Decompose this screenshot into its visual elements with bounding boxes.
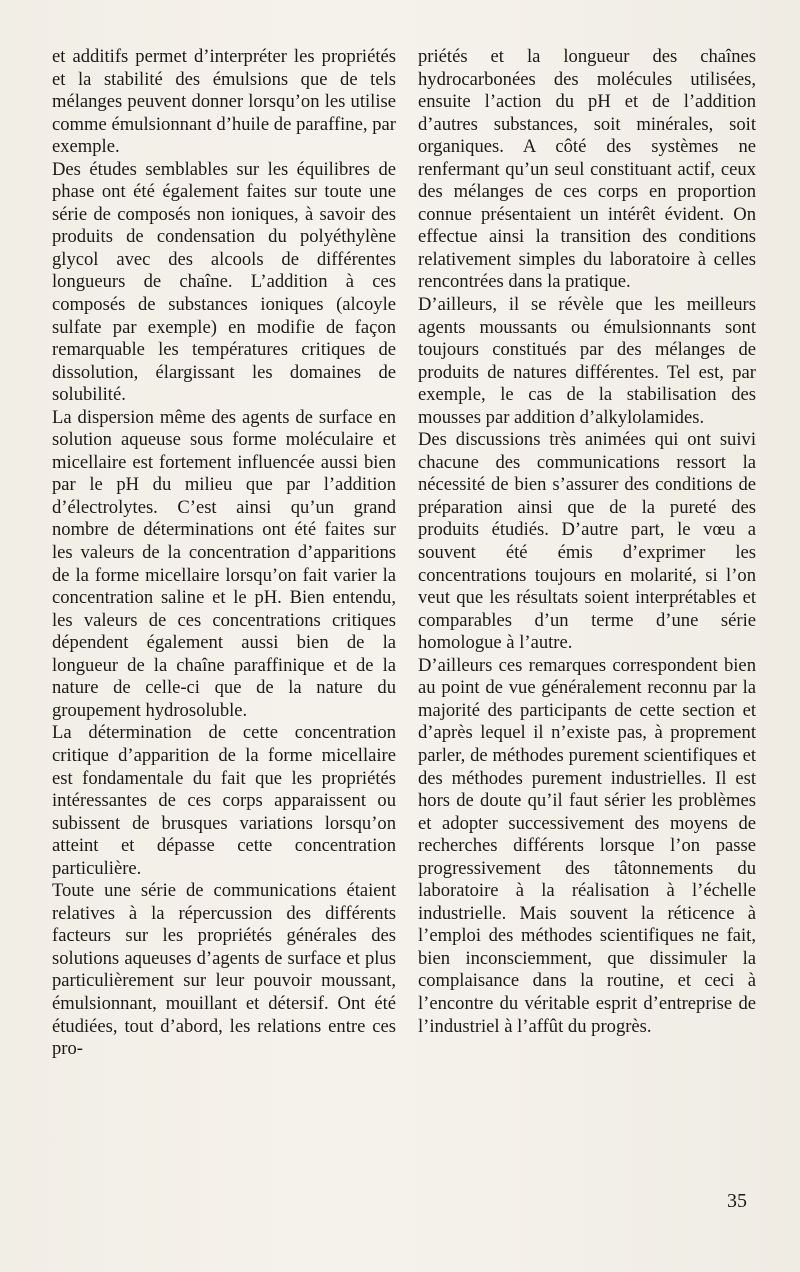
- page-number: 35: [727, 1190, 747, 1212]
- paragraph: priétés et la longueur des chaînes hydrocarbonées des molécules utilisées, ensuite l’action du pH et de l’addition d’autres substances, soit minérales, soit organiques. A côté des systèmes ne renfermant qu’un seul constituant actif, ceux des mélanges de ces corps en proportion connue présentaient un intérêt évident. On effectue ainsi la transition des conditions relativement simples du laboratoire à celles rencontrées dans la pratique.: [418, 46, 756, 293]
- paragraph: La détermination de cette concentration critique d’apparition de la forme micellaire est fondamentale du fait que les propriétés intéressantes de ces corps apparaissent ou subissent de brusques variations lorsqu’on atteint et dépasse cette concentration particulière.: [52, 722, 396, 879]
- right-text-column: [418, 46, 756, 1038]
- left-text-column: [52, 46, 396, 1061]
- paragraph: La dispersion même des agents de surface en solution aqueuse sous forme moléculaire et micellaire est fortement influencée aussi bien par le pH du milieu que par l’addition d’électrolytes. C’est ainsi qu’un grand nombre de déterminations ont été faites sur les valeurs de la concentration d’apparitions de la forme micellaire lorsqu’on fait varier la concentration saline et le pH. Bien entendu, les valeurs de ces concentrations critiques dépendent également aussi bien de la longueur de la chaîne paraffinique et de la nature de celle-ci que de la nature du groupement hydrosoluble.: [52, 406, 396, 721]
- paragraph: et additifs permet d’interpréter les propriétés et la stabilité des émulsions que de tels mélanges peuvent donner lorsqu’on les utilise comme émulsionnant d’huile de paraffine, par exemple.: [52, 46, 396, 158]
- paragraph: Des discussions très animées qui ont suivi chacune des communications ressort la nécessité de bien s’assurer des conditions de préparation ainsi que de la pureté des produits étudiés. D’autre part, le vœu a souvent été émis d’exprimer les concentrations toujours en molarité, si l’on veut que les résultats soient interprétables et comparables d’un terme d’une série homologue à l’autre.: [418, 429, 756, 654]
- paragraph: Des études semblables sur les équilibres de phase ont été également faites sur toute une série de composés non ioniques, à savoir des produits de condensation du polyéthylène glycol avec des alcools de différentes longueurs de chaîne. L’addition à ces composés de substances ioniques (alcoyle sulfate par exemple) en modifie de façon remarquable les températures critiques de dissolution, élargissant les domaines de solubilité.: [52, 158, 396, 406]
- paragraph: Toute une série de communications étaient relatives à la répercussion des différents facteurs sur les propriétés générales des solutions aqueuses d’agents de surface et plus particulièrement sur leur pouvoir moussant, émulsionnant, mouillant et détersif. Ont été étudiées, tout d’abord, les relations entre ces pro-: [52, 880, 396, 1060]
- paragraph: D’ailleurs ces remarques correspondent bien au point de vue généralement reconnu par la majorité des participants de cette section et d’après lequel il n’existe pas, à proprement parler, de méthodes purement scientifiques et des méthodes purement industrielles. Il est hors de doute qu’il faut sérier les problèmes et adopter successivement des moyens de recherches différents lorsque l’on passe progressivement des tâtonnements du laboratoire à la réalisation à l’échelle industrielle. Mais souvent la réticence à l’emploi des méthodes scientifiques ne fait, bien inconsciemment, que dissimuler la complaisance dans la routine, et ceci à l’encontre du véritable esprit d’entreprise de l’industriel à l’affût du progrès.: [418, 654, 756, 1037]
- paragraph: D’ailleurs, il se révèle que les meilleurs agents moussants ou émulsionnants sont toujours constitués par des mélanges de produits de natures différentes. Tel est, par exemple, le cas de la stabilisation des mousses par addition d’alkylolamides.: [418, 294, 756, 428]
